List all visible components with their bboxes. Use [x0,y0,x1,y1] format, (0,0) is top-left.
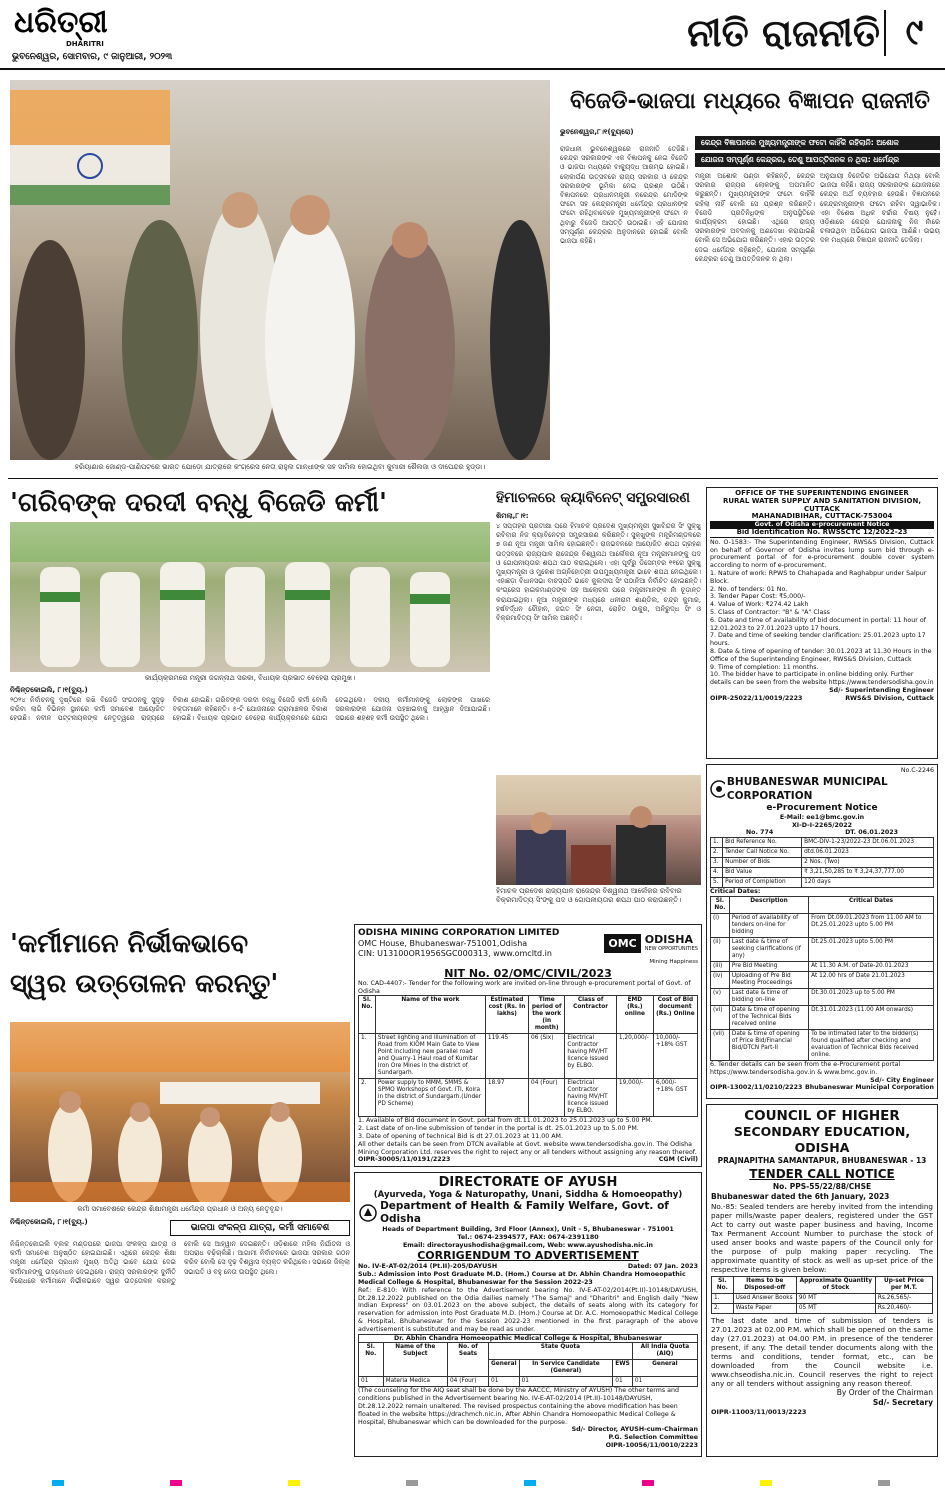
table-cell: At 12.00 hrs of Date 21.01.2023 [809,971,934,988]
table-header-cell: Approximate Quantity of Stock [796,1277,875,1294]
table-row [711,1005,934,1029]
table-cell: Dt.25.01.2023 upto 5.00 PM [809,937,934,961]
table-header-cell: EMD (Rs.) online [616,996,653,1034]
registration-mark [170,1480,182,1486]
table-header-row [712,1277,933,1294]
ad-rws-title1: OFFICE OF THE SUPERINTENDING ENGINEER [735,489,909,497]
story1-body-col1: ରାଜଧାନୀ ଭୁବନେଶ୍ୱରରେ ରାଜନୀତି ତେଜିଛି। କେନ୍ଦ୍ର ସରକାରଙ୍କ ଏକ ବିଜ୍ଞାପନକୁ ନେଇ ବିଜେଡି ଓ ଭାଜପା ମଧ୍ୟରେ ବାକ୍ୟୁଦ୍ଧ ଆରମ୍ଭ ହୋଇଛି। ଲୋକାର୍ପଣ ଉତ୍ସବରେ ରାଜ୍ୟ ସରକାର ଓ କେନ୍ଦ୍ର ସରକାରଙ୍କ ଭୂମିକା ନେଇ ପ୍ରଶ୍ନ ଉଠିଛି। ବିଜ୍ଞାପନରେ ପ୍ରଧାନମନ୍ତ୍ରୀ ନରେନ୍ଦ୍ର ମୋଦିଙ୍କ ଫଟୋ ସହ କେନ୍ଦ୍ରମନ୍ତ୍ରୀ ଧର୍ମେନ୍ଦ୍ର ପ୍ରଧାନଙ୍କ ଫଟୋ ରହିଥିବାବେଳେ ମୁଖ୍ୟମନ୍ତ୍ରୀଙ୍କ ଫଟୋ ନ ଥିବାରୁ ବିଜେଡି ଆପତ୍ତି ଉଠାଇଛି। ଏହି ଯୋଜନା ସମ୍ପୂର୍ଣ୍ଣ କେନ୍ଦ୍ରର ଅନୁଦାନରେ ହୋଇଛି ବୋଲି ଭାଜପା କହିଛି। [560,145,688,246]
story4-photo [10,1022,350,1202]
story3-photo [496,775,701,885]
table-cell: Tender Call Notice No. [723,848,802,858]
table-cell: Pre Bid Meeting [729,961,808,971]
ad-rws-sign2: RWS&S Division, Cuttack [845,694,934,702]
table-cell: 2. [712,1304,734,1314]
bmc-emblem-icon [710,778,725,800]
ad-ayush-sub: Sub.: Admission into Post Graduate M.D. (Hom.) Course at Dr. Abhin Chandra Homoeopathic Medical College & Hospital, Bhubaneswar for the Session 2022-23 [358,1271,686,1286]
ad-bmc-title: BHUBANESWAR MUNICIPAL CORPORATION [726,775,888,802]
ad-bmc-critical-table [710,896,934,1061]
table-cell: 1. [359,1034,376,1079]
story1-headline: ବିଜେଡି-ଭାଜପା ମଧ୍ୟରେ ବିଜ୍ଞାପନ ରାଜନୀତି [570,89,930,114]
ad-rws-item-list [710,570,934,687]
table-cell: dtd.06.01.2023 [802,848,934,858]
story4-photo-caption: କର୍ମୀ ସମାବେଶରେ କେନ୍ଦ୍ର ଶିକ୍ଷାମନ୍ତ୍ରୀ ଧର୍ମେନ୍ଦ୍ର ପ୍ରଧାନ ଓ ଅନ୍ୟ ନେତୃବୃନ୍ଦ। [77,1205,283,1213]
ad-omc-table [358,995,698,1117]
table-header-row [359,996,698,1034]
table-header-cell: Sl. No. [359,1343,384,1377]
story1-photo-caption: ହରିୟାଣାର ଜୋଣ୍ଡ-ପାଣିପଟରେ ଭାରତ ଯୋଡ଼ୋ ଯାତ୍ରାରେ କଂଗ୍ରେସ ନେତା ରାହୁଲ ଗାନ୍ଧୀଙ୍କ ସହ ସାମିଲ ହୋଇଥିବା କୁମାରୀ ଶୈଲଜା ଓ ଦୀପେନ୍ଦର ହୁଡ୍ଡା। [74,463,486,471]
ad-omc-header-text [358,927,559,959]
story4-subhead: ଭାଜପା ସଂକଳ୍ପ ଯାତ୍ରା, କର୍ମୀ ସମାବେଶ [170,1220,350,1236]
ad-ayush-ref: OIPR-10056/11/0010/2223 [605,1441,698,1449]
ad-omc-tagline: Mining Happiness [649,959,698,965]
omc-logo: OMC [604,934,640,953]
oath-photo-image [496,775,701,885]
table-row [359,1377,698,1387]
story2-body: ୨୦୨୪ ନିର୍ବାଚନକୁ ଦୃଷ୍ଟିରେ ରଖି ବିଜେଡି ସଂଗଠନକୁ ସୁଦୃଢ଼ କରିବା ଲାଗି ବିଭିନ୍ନ ସ୍ଥାନରେ କର୍ମୀ ସମାବେଶ ଆୟୋଜିତ ହେଉଛି। ନବୀନ ପଟ୍ଟନାୟକଙ୍କ ନେତୃତ୍ୱରେ ରାଜ୍ୟରେ ବିକାଶ ହୋଇଛି। ଗରିବଙ୍କ ଦରଦୀ ବନ୍ଧୁ ବିଜେଡି କର୍ମୀ ବୋଲି ବକ୍ତାମାନେ କହିଛନ୍ତି। ୫-ଟି ଯୋଜନାରେ ଗ୍ରାମାଞ୍ଚଳର ବିକାଶ ହୋଇଛି। ବିଧାୟକ ପ୍ରଭାତ ବେହେରା କାର୍ଯ୍ୟକ୍ରମରେ ଯୋଗ ଦେଇଥିଲେ। ଦଳୀୟ କର୍ମୀମାନଙ୍କୁ ଲୋକଙ୍କ ପାଖରେ ସରକାରଙ୍କ ଯୋଜନା ପହଞ୍ଚାଇବାକୁ ଆହ୍ୱାନ ଦିଆଯାଇଛି। ସଭାରେ ଶହଶହ କର୍ମୀ ଉପସ୍ଥିତ ଥିଲେ। [10,696,490,723]
table-cell: Date & time of opening of Price Bid/Financial Bid/DTCN Part-II [729,1029,808,1060]
ad-bmc-note: 6. Tender details can be seen from the e-Procurement portal https://www.tendersodisha.gov.in & www.bmc.gov.in. [710,1060,901,1076]
table-cell: 1. [712,1294,734,1304]
ad-omc-sign: CGM (Civil) [658,1156,698,1164]
ad-rws-bid: Bid Identification No. RWSSCTC 12/2022-23 [710,529,934,538]
ad-rws-item: 4. Value of Work: ₹274.42 Lakh [710,601,809,609]
table-row [711,848,934,858]
table-cell: 01 [519,1377,613,1387]
table-cell: Electrical Contractor having MV/HT licence issued by ELBO. [565,1079,617,1117]
story2-headline: 'ଗରିବଙ୍କ ଦରଦୀ ବନ୍ଧୁ ବିଜେଡି କର୍ମୀ' [10,488,387,518]
table-cell: Uploading of Pre Bid Meeting Proceedings [729,971,808,988]
table-cell: Dt.31.01.2023 (11.00 AM onwards) [809,1005,934,1029]
ad-ayush-address: Heads of Department Building, 3rd Floor (Annex), Unit - 5, Bhubaneswar - 751001 [382,1226,674,1233]
ad-rws-title3: MAHANADIBIHAR, CUTTACK-753004 [751,512,893,521]
ad-ayush-email: Email: directorayushodisha@gmail.com, Web: www.ayushodisha.nic.in [402,1241,654,1249]
ad-bmc-ref: OIPR-13002/11/0210/2223 [710,1084,803,1092]
table-cell: (ii) [711,937,730,961]
table-cell: Period of availability of tenders on-line for bidding [729,913,808,937]
ad-bmc-table [710,837,934,888]
ad-ayush [354,1172,702,1457]
table-cell: Bid Value [723,868,802,878]
registration-mark [52,1480,64,1486]
table-cell: Used Answer Books [733,1294,796,1304]
story1-dateline: ଭୁବନେଶ୍ୱର,୮।୧(ବ୍ୟୁରୋ) [560,128,634,136]
story1-bullet-1: କେନ୍ଦ୍ର ବିଜ୍ଞାପନରେ ମୁଖ୍ୟମନ୍ତ୍ରୀଙ୍କ ଫଟୋ କାହିଁକି ରହିଲାନି: ଅଶୋକ [695,136,940,150]
ad-omc-header [358,927,698,959]
story3-dateline: ଶିମଲା,୮।୧: [496,512,529,520]
story4-headline-line2: ସ୍ୱର ଉତ୍ତୋଳନ କରନ୍ତୁ' [10,969,279,999]
table-cell: 10,000/- +18% GST [653,1034,697,1079]
table-header-cell: Name of the work [375,996,485,1034]
ad-omc-cin: CIN: U13100OR1956SGC000313, www.omcltd.in [358,949,552,958]
table-cell: Waste Paper [733,1304,796,1314]
ad-ayush-title: DIRECTORATE OF AYUSH [438,1175,618,1190]
page-number: ୯ [905,12,924,53]
ad-bmc-header [710,775,934,803]
ad-omc-address: OMC House, Bhubaneswar-751001,Odisha [358,939,528,948]
table-header-cell: EWS [613,1360,633,1377]
ad-ayush-dept: Department of Health & Family Welfare, Govt. of Odisha [380,1200,669,1225]
ad-ayush-no: No. IV-E-AT-02/2014 (Pt.II)-205/DAYUSH [358,1263,498,1271]
table-cell: 19,000/- [616,1079,653,1117]
ad-rws-ref: OIPR-25022/11/0019/2223 [710,694,803,702]
story2-photo [10,522,490,672]
table-header-cell: In Service Candidate (General) [519,1360,613,1377]
meeting-photo-image [10,522,490,672]
ad-chse-address: PRAJNAPITHA SAMANTAPUR, BHUBANESWAR - 13 [717,1156,927,1165]
odisha-logo-sub: NEW OPPORTUNITIES [644,946,698,952]
table-cell: 1. [711,838,723,848]
ad-rws-item: 1. Nature of work: RPWS to Chahapada and Raghabpur under Salpur Block. [710,569,927,585]
table-header-cell: State Quota [489,1343,633,1360]
registration-mark [406,1480,418,1486]
registration-mark [288,1480,300,1486]
ad-omc-title: ODISHA MINING CORPORATION LIMITED [358,928,560,938]
masthead-logo-sub: DHARITRI [66,40,104,48]
table-cell: 04 (Four) [529,1079,565,1117]
ad-omc-notes [358,1117,698,1156]
ad-chse-no: No. PPS-55/22/88/CHSE [772,1182,872,1191]
table-header-cell: Cost of Bid document (Rs.) Online [653,996,697,1034]
table-row [359,1079,698,1117]
ad-rws-item: 8. Date & time of opening of tender: 30.01.2023 at 11.30 Hours in the Office of the Superintending Engineer, RWS&S Division, Cuttack [710,647,932,663]
ad-bmc-subtitle: e-Procurement Notice [766,802,878,813]
table-row [359,1034,698,1079]
table-row [711,878,934,888]
story4-body: ନିଶ୍ଚିନ୍ତକୋଇଲି ବ୍ଲକ ମଣ୍ଡପରେ ଭାଜପା ସଂକଳ୍ପ ଯାତ୍ରା ଓ କର୍ମୀ ସମାବେଶ ଅନୁଷ୍ଠିତ ହୋଇଯାଇଛି। ଏଥିରେ କେନ୍ଦ୍ର ଶିକ୍ଷା ମନ୍ତ୍ରୀ ଧର୍ମେନ୍ଦ୍ର ପ୍ରଧାନ ମୁଖ୍ୟ ଅତିଥି ଭାବେ ଯୋଗ ଦେଇ କର୍ମୀମାନଙ୍କୁ ଉଦ୍‌ବୋଧନ ଦେଇଥିଲେ। ରାଜ୍ୟ ସରକାରଙ୍କ ଦୁର୍ନୀତି ବିରୋଧରେ କର୍ମୀମାନେ ନିର୍ଭୀକଭାବେ ସ୍ୱର ଉତ୍ତୋଳନ କରନ୍ତୁ ବୋଲି ସେ ଆହ୍ୱାନ ଦେଇଛନ୍ତି। ଓଡ଼ିଶାରେ ମହିଳା ନିର୍ଯାତନା ଓ ଅପରାଧ ବଢ଼ିଚାଲିଛି। ଆଗାମୀ ନିର୍ବାଚନରେ ଭାଜପା ସରକାର ଗଠନ କରିବ ବୋଲି ସେ ଦୃଢ଼ ବିଶ୍ୱାସ ବ୍ୟକ୍ତ କରିଥିଲେ। ସଭାରେ ଜିଲ୍ଲା ସଭାପତି ଓ ବହୁ ନେତା ଉପସ୍ଥିତ ଥିଲେ। [10,1240,350,1285]
masthead-dateline: ଭୁବନେଶ୍ୱର, ସୋମବାର, ୯ ଜାନୁଆରୀ, ୨୦୨୩ [12,52,173,62]
ad-omc-note: All other details can be seen from DTCN available at Govt. website www.tendersodisha.gov.in. The Odisha Mining Corporation Ltd. reserves the right to reject any or all tenders without assigning any reason thereof. [358,1140,697,1156]
table-cell: Number of Bids [723,858,802,868]
table-row [711,937,934,961]
story1-body-col3: ଅନୁଯାୟୀ ବିଜେଡିର ଅଭିଯୋଗ ମିଥ୍ୟା ବୋଲି ଭାଜପା କହିଛି। ରାଜ୍ୟ ସରକାରଙ୍କ ଯୋଜନାରେ କେନ୍ଦ୍ର ଅର୍ଥ ବ୍ୟବହାର ହେଉଛି। ବିଜ୍ଞାପନରେ କେନ୍ଦ୍ରମନ୍ତ୍ରୀଙ୍କ ଫଟୋ ରହିବା ସ୍ୱାଭାବିକ। ଏହା ବିଶେଷ ଅଧିକ ଚର୍ଚ୍ଚାର ବିଷୟ ନୁହେଁ। ଓଡ଼ିଶାରେ କେନ୍ଦ୍ର ଯୋଜନାକୁ ନିଜ ନାଁରେ ଚଳାଉଥିବା ଅଭିଯୋଗ ଭାଜପା ଆଣିଛି। ଉଭୟ ଦଳ ମଧ୍ୟରେ ବିଜ୍ଞାପନ ରାଜନୀତି ତେଜିଲା। [820,172,940,245]
table-cell: (i) [711,913,730,937]
table-cell: From Dt.09.01.2023 from 11.00 AM to Dt.25.01.2023 upto 5.00 PM [809,913,934,937]
odisha-logo: ODISHA [644,933,693,946]
ad-bmc-file: XI-D-I-2265/2022 [791,821,853,829]
ad-chse-order: By Order of the Chairman [836,1388,933,1397]
ad-chse-sign: Sd/- Secretary [872,1398,933,1407]
story1-bullet-2: ଯୋଜନା ସମ୍ପୂର୍ଣ୍ଣ କେନ୍ଦ୍ରର, ତେଣୁ ଆପତ୍ତିଜନକ ନ ଥିଲା: ଧର୍ମେନ୍ଦ୍ର [695,153,940,167]
story3-headline: ହିମାଚଳରେ କ୍ୟାବିନେଟ୍ ସମ୍ପ୍ରସାରଣ [496,490,690,506]
ad-ayush-dept-row [358,1200,698,1226]
ad-omc-note: 2. Last date of on-line submission of tender in the portal is dt. 25.01.2023 up to 5.00 PM. [358,1125,639,1133]
ad-rws-subtitle: Govt. of Odisha e-procurement Notice [710,521,934,529]
table-cell: Last date & time of bidding on-line [729,988,808,1005]
masthead-logo: ଧରିତ୍ରୀ [14,5,108,40]
section-divider [884,10,886,56]
table-cell: Materia Medica [383,1377,447,1387]
ad-rws-item: 5. Class of Contractor: "B" & "A" Class [710,608,830,616]
table-cell: (vii) [711,1029,730,1060]
table-header-row [359,1343,698,1360]
ad-chse-notice: TENDER CALL NOTICE [749,1167,895,1181]
table-cell: 01 [489,1377,520,1387]
ad-chse-body2: The last date and time of submission of tenders is 27.01.2023 at 02.00 P.M. which shall be opened on the same day (27.01.2023) at 04.00 P.M. in presence of the tenderer present, if any. The detail tender documents along with the terms and conditions, tender format, etc., can be downloaded from the Council website i.e. www.chseodisha.nic.in. Council reserves the right to reject any or all tenders without assigning any reason thereof. [711,1316,933,1388]
table-cell: At 11.30 A.M. of Date-20.01.2023 [809,961,934,971]
ad-ayush-date: Dated: 07 Jan. 2023 [627,1263,698,1271]
table-cell: 18.97 [485,1079,528,1117]
table-header-cell: Critical Dates [809,896,934,913]
ad-ayush-table [358,1342,698,1387]
table-cell: Bid Reference No. [723,838,802,848]
table-cell: 01 [359,1377,384,1387]
table-cell: 4. [711,868,723,878]
table-row [712,1304,933,1314]
ad-rws-item: 3. Tender Paper Cost: ₹5,000/- [710,593,806,601]
ad-bmc-footer [710,1084,934,1092]
table-cell: 2. [359,1079,376,1117]
table-cell: Date & time of opening of the Technical Bids received online [729,1005,808,1029]
table-header-cell: Estimated cost (Rs. In lakhs) [485,996,528,1034]
ad-ayush-table-title: Dr. Abhin Chandra Homoeopathic Medical College & Hospital, Bhubaneswar [358,1334,698,1343]
table-cell: To be intimated later to the bidder(s) found qualified after checking and evaluation of Technical Bids received online. [809,1029,934,1060]
ad-chse-table [711,1276,933,1314]
ad-bmc-no-row [710,829,934,837]
table-header-cell: General [632,1360,697,1377]
table-header-row [711,896,934,913]
ad-rws [706,487,938,759]
ad-chse-title1: COUNCIL OF HIGHER [744,1108,900,1124]
table-cell: Electrical Contractor having MV/HT licence issued by ELBO. [565,1034,617,1079]
ad-bmc-sign1: Sd/- City Engineer [870,1076,934,1084]
table-cell: 5. [711,878,723,888]
table-header-cell: Name of the Subject [383,1343,447,1377]
table-header-cell: Class of Contractor [565,996,617,1034]
table-cell: 01 [613,1377,633,1387]
ad-chse-title2: SECONDARY EDUCATION, ODISHA [733,1124,911,1155]
registration-mark [760,1480,772,1486]
bjp-rally-photo-image [10,1022,350,1202]
table-cell: Rs.20,460/- [875,1304,932,1314]
story2-photo-caption: କାର୍ଯ୍ୟକ୍ରମରେ ମନ୍ତ୍ରୀ ଜଗନ୍ନାଥ ସରକା, ବିଧାୟକ ପ୍ରଭାତ ବେହେରା ପ୍ରମୁଖ। [144,674,356,682]
table-cell: 01 [632,1377,697,1387]
table-cell: 05 MT [796,1304,875,1314]
table-header-cell: Items to be Disposed-off [733,1277,796,1294]
table-cell: Last date & time of seeking clarifications (if any) [729,937,808,961]
table-row [711,1029,934,1060]
table-header-cell: Sl. No. [359,996,376,1034]
table-row [711,858,934,868]
ad-rws-intro: No. O-1583:- The Superintending Engineer, RWS&S Division, Cuttack on behalf of Governor of Odisha invites lump sum bid through e-procurement portal of for e-procurement double cover system according to norm of e-procurement. [710,538,934,570]
table-cell: 2 Nos. (Two) [802,858,934,868]
registration-bar [0,1468,945,1497]
table-cell: 3. [711,858,723,868]
ad-omc-intro: No. CAD-4407:- Tender for the following work are invited on-line through e-procurement portal of Govt. of Odisha [358,979,691,995]
ad-ayush-no-row [358,1263,698,1271]
section-title: ନୀତି ରାଜନୀତି [687,11,880,55]
table-header-cell: Sl. No. [711,896,730,913]
ad-chse [706,1104,938,1457]
ad-rws-item: 9. Time of completion: 11 months. [710,663,819,671]
story4-headline-line1: 'କର୍ମୀମାନେ ନିର୍ଭୀକଭାବେ [10,929,249,959]
ad-omc-ref: OIPR-30005/11/0191/2223 [358,1156,451,1164]
ad-rws-item: 6. Date and time of availability of bid document in portal: 11 hour of 12.01.2023 to 27.01.2023 upto 17 hours. [710,616,926,632]
table-cell: Street lighting and illumination of Road from KIOM Main Gate to View Point including new parallel road and Quarry-1 Haul road of Kumitar Iron Ore Mines in the district of Sundargarh. [375,1034,485,1079]
ad-chse-body1: No.-85: Sealed tenders are hereby invited from the intending paper mills/waste paper dealers, registered under the GST Act to carry out waste paper business and having, Income Tax Permanent Account Number to purchase the stock of used anser books and waste papers of the Council only for the purpose of pulp making paper recycling. The approximate quantity of stock as well as up-set price of the respective items is given below: [711,1202,933,1274]
table-row [711,913,934,937]
table-cell: Period of Completion [723,878,802,888]
odisha-emblem-icon [358,1203,377,1223]
ad-rws-item: 7. Date and time of seeking tender clarification: 25.01.2023 upto 17 hours. [710,632,926,648]
ad-bmc [706,764,938,1099]
ad-omc-logos [604,927,698,959]
table-header-cell: Description [729,896,808,913]
table-header-cell: Up-set Price per M.T. [875,1277,932,1294]
ad-bmc-no: No. 774 [745,829,774,837]
table-header-cell: No. of Seats [447,1343,488,1377]
rally-photo-image [10,80,550,460]
table-cell: 120 days [802,878,934,888]
ad-rws-item: 10. The bidder have to participate in online bidding only. Further details can be seen from the website https://www.tendersodisha.gov.in [710,671,934,687]
table-row [711,988,934,1005]
registration-mark [524,1480,536,1486]
table-cell: (v) [711,988,730,1005]
ad-omc [354,924,702,1167]
ad-bmc-sign2: Bhubaneswar Municipal Corporation [805,1084,934,1092]
ad-rws-title2: RURAL WATER SUPPLY AND SANITATION DIVISION, CUTTACK [722,496,922,513]
masthead [0,0,945,70]
ad-omc-note: 3. Date of opening of technical Bid is dt 27.01.2023 at 11.00 AM. [358,1132,563,1140]
registration-mark [642,1480,654,1486]
table-cell: Power supply to MMM, SMMS & SPMO Workshops of Govt. ITI, Koira in the district of Sundargarh.(Under PD Scheme) [375,1079,485,1117]
ad-omc-nit: NIT No. 02/OMC/CIVIL/2023 [444,966,612,980]
table-cell: 04 (Four) [447,1377,488,1387]
table-row [711,971,934,988]
table-cell: (iii) [711,961,730,971]
table-row [711,868,934,878]
ad-omc-note: 1. Available of Bid document in Govt. portal from dt.11.01.2023 to 25.01.2023 up to 5.00 PM. [358,1117,653,1125]
table-cell: 1,20,000/- [616,1034,653,1079]
ad-ayush-corrigendum: CORRIGENDUM TO ADVERTISEMENT [417,1249,639,1263]
ad-ayush-notes: (The counseling for the AIQ seat shall be done by the AACCC, Ministry of AYUSH) The other terms and conditions published in the Advertisement bearing No. IV-E-AT-02/2014 (Pt.II)-10148/DAYUSH, Dt.28.12.2022 remain unaltered. The revised prospectus containing the above modification has been floated in the website https://drachmch.nic.in, After Abhin Chandra Homoeopathic Medical College & Hospital, Bhubaneswar which can be downloaded for the purpose. [358,1387,679,1426]
ad-rws-sign: Sd/- Superintending Engineer [829,686,934,694]
rule-1 [8,478,938,479]
ad-ayush-phone: Tel.: 0674-2394577, FAX: 0674-2391180 [457,1233,599,1241]
ad-rws-footer [710,695,934,703]
ad-bmc-email: E-Mail: ee1@bmc.gov.in [779,813,865,821]
table-row [711,961,934,971]
ad-ayush-sign1: Sd/- Director, AYUSH-cum-Chairman [571,1426,698,1434]
ad-ayush-subtitle: (Ayurveda, Yoga & Naturopathy, Unani, Siddha & Homoeopathy) [373,1190,683,1200]
ad-rws-item: 2. No. of tenders: 01 No. [710,585,788,593]
table-cell: (vi) [711,1005,730,1029]
table-cell: 2. [711,848,723,858]
table-header-cell: All India Quota (AIQ) [632,1343,697,1360]
table-cell: 119.45 [485,1034,528,1079]
table-cell: 06 (Six) [529,1034,565,1079]
ad-ayush-body: Ref.: E-810: With reference to the Advertisement bearing No. IV-E-AT-02/2014(Pt.II)-10148/DAYUSH, Dt.28.12.2022 published on the Odia dailies namely "The Samaj" and "Dharitri" and English daily "New Indian Express" on 03.01.2023 on the above subject, the details of seats along with its category for reservation for admission into Post Graduate M.D. (Hom.) Course at Dr. A.C. Homoeopathic Medical College & Hospital, Bhubaneswar for the Session 2022-23 mentioned in the first paragraph of the above advertisement is substituted and may be read as under. [358,1286,698,1333]
ad-omc-footer [358,1156,698,1164]
table-header-cell: General [489,1360,520,1377]
ad-chse-ref: OIPR-11003/11/0013/2223 [711,1408,807,1416]
story3-body: ୪ ସପ୍ତାହର ପ୍ରତୀକ୍ଷା ପରେ ହିମାଚଳ ପ୍ରଦେଶ ମୁଖ୍ୟମନ୍ତ୍ରୀ ସୁଖବିନ୍ଦର ସିଂ ସୁକ୍ଖୁ ରବିବାର ନିଜ କ୍ୟାବିନେଟ୍‌ର ସମ୍ପ୍ରସାରଣ କରିଛନ୍ତି। ସୁକ୍ଖୁଙ୍କ ମନ୍ତ୍ରିମଣ୍ଡଳରେ ୭ ଜଣ ନୂଆ ମନ୍ତ୍ରୀ ସାମିଲ ହୋଇଛନ୍ତି। ରାଜଭବନରେ ଆୟୋଜିତ ଶପଥ ଗ୍ରହଣ ଉତ୍ସବରେ ରାଜ୍ୟପାଳ ରାଜେନ୍ଦ୍ର ବିଶ୍ୱନାଥ ଆର୍ଲେକର ନୂଆ ମନ୍ତ୍ରୀମାନଙ୍କୁ ପଦ ଓ ଗୋପନୀୟତାର ଶପଥ ପାଠ କରାଇଥିଲେ। ଏହା ପୂର୍ବରୁ ଡିସେମ୍ବର ୧୧ରେ ସୁକ୍ଖୁ ମୁଖ୍ୟମନ୍ତ୍ରୀ ଓ ମୁକେଶ ଅଗ୍ନିହୋତ୍ରୀ ଉପମୁଖ୍ୟମନ୍ତ୍ରୀ ଭାବେ ଶପଥ ନେଇଥିଲେ। ଏହାଛଡ଼ା ବିଧାନସଭା ବାଚସ୍ପତି ଭାବେ କୁଲଦୀପ ସିଂ ପଠାନିଆ ନିର୍ବାଚିତ ହୋଇଛନ୍ତି। କଂଗ୍ରେସ ହାଇକମାଣ୍ଡଙ୍କ ସହ ଆଲୋଚନା ପରେ ମନ୍ତ୍ରୀମାନଙ୍କ ନାଁ ଚୂଡ଼ାନ୍ତ କରାଯାଇଥିଲା। ନୂଆ ମନ୍ତ୍ରୀଙ୍କ ମଧ୍ୟରେ ଧନୀରାମ ଶାଣ୍ଡିଲ, ଚନ୍ଦ୍ର କୁମାର, ହର୍ଷବର୍ଦ୍ଧନ ଚୌହାନ, ଜଗତ ସିଂ ନେଗୀ, ରୋହିତ ଠାକୁର, ଅନିରୁଦ୍ଧ ସିଂ ଓ ବିକ୍ରମାଦିତ୍ୟ ସିଂ ସାମିଲ ଅଛନ୍ତି। [496,522,701,623]
story2-dateline: ନିଶ୍ଚିନ୍ତକୋଇଲି, ୮।୧(ବ୍ୟୁ.) [10,686,88,694]
table-cell: ₹ 3,21,50,285 to ₹ 3,24,37,777.00 [802,868,934,878]
table-header-cell: Time period of the work (in month) [529,996,565,1034]
ad-chse-date: Bhubaneswar dated the 6th January, 2023 [711,1192,890,1201]
table-cell: 6,000/- +18% GST [653,1079,697,1117]
ad-bmc-dt: DT. 06.01.2023 [845,829,899,837]
registration-mark [878,1480,890,1486]
story3-photo-caption: ହିମାଚଳ ପ୍ରଦେଶ ରାଜ୍ୟପାଳ ରାଜେନ୍ଦ୍ର ବିଶ୍ୱନାଥ ଆର୍ଲେକର ରବିବାର ବିକ୍ରମାଦିତ୍ୟ ସିଂଙ୍କୁ ପଦ ଓ ଗୋପନୀୟତାର ଶପଥ ପାଠ କରାଉଛନ୍ତି। [496,887,682,904]
story4-dateline: ନିଶ୍ଚିନ୍ତକୋଇଲି, ୮।୧(ବ୍ୟୁ.) [10,1218,88,1226]
story1-photo [10,80,550,460]
table-row [712,1294,933,1304]
table-cell: BMC-DIV-1-23/2022-23 Dt.06.01.2023 [802,838,934,848]
table-cell: Dt.30.01.2023 up to 5.00 PM [809,988,934,1005]
table-header-cell: Sl. No. [712,1277,734,1294]
ad-bmc-critical-label: Critical Dates: [710,888,761,896]
table-cell: Rs.26,565/- [875,1294,932,1304]
ad-ayush-sign2: P.G. Selection Committee [608,1434,698,1442]
odisha-logo-block [645,934,698,952]
table-cell: (iv) [711,971,730,988]
table-cell: 90 MT [796,1294,875,1304]
story1-body-col2: ମନ୍ତ୍ରୀ ଅଶୋକ ପଣ୍ଡା କହିଛନ୍ତି, କେନ୍ଦ୍ର ସରକାର ରାଜ୍ୟର ଲୋକଙ୍କୁ ଅପମାନିତ କରୁଛନ୍ତି। ମୁଖ୍ୟମନ୍ତ୍ରୀଙ୍କ ଫଟୋ କାହିଁକି ରହିଲା ନାହିଁ ବୋଲି ସେ ପ୍ରଶ୍ନ କରିଛନ୍ତି। ବିଜେଡି ପ୍ରତିନିଧିଙ୍କ ଅନୁପସ୍ଥିତିରେ କାର୍ଯ୍ୟକ୍ରମ ହୋଇଛି। ଏଥିରେ ରାଜ୍ୟ ସରକାରଙ୍କ ଅବଦାନକୁ ଅଣଦେଖା କରାଯାଇଛି ବୋଲି ସେ ଅଭିଯୋଗ କରିଛନ୍ତି। ଏହାର ଉତ୍ତର ଦେଇ ଧର୍ମେନ୍ଦ୍ର କହିଛନ୍ତି, ଯୋଜନା ସମ୍ପୂର୍ଣ୍ଣ କେନ୍ଦ୍ରର ତେଣୁ ଆପତ୍ତିଜନକ ନ ଥିଲା। [695,172,815,263]
table-row [711,838,934,848]
ad-bmc-code: No.C-2246 [900,767,934,774]
